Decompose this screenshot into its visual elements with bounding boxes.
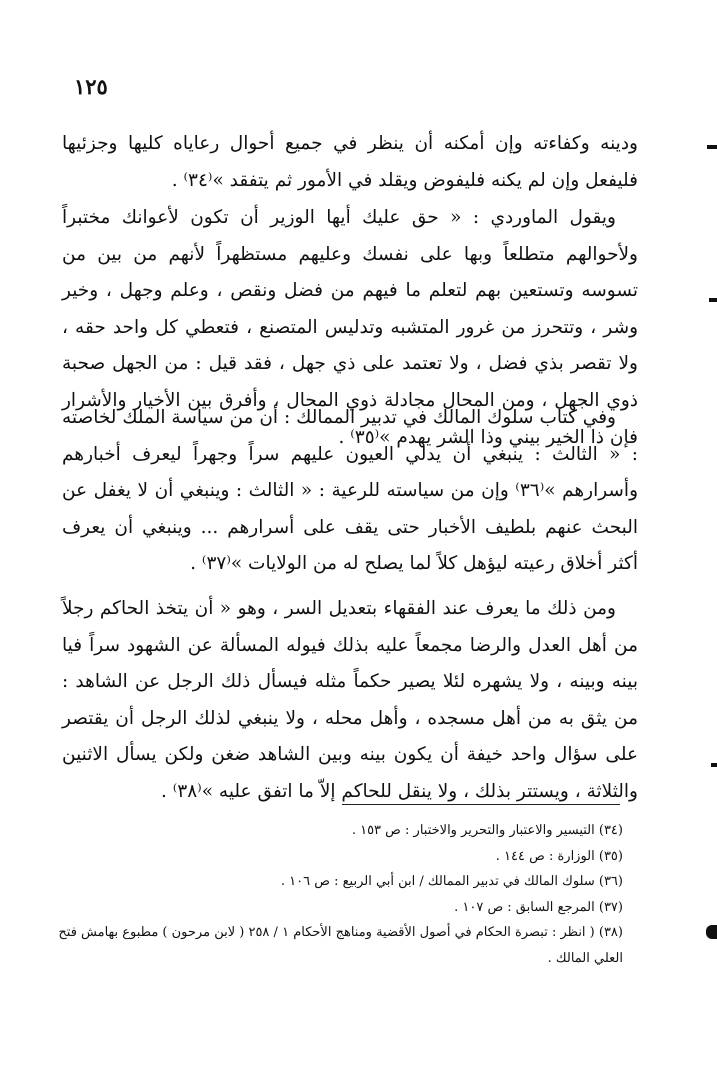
- paragraph-text: ومن ذلك ما يعرف عند الفقهاء بتعديل السر ، وهو « أن يتخذ الحاكم رجلاً من أهل العدل والرضا مجمعاً عليه بذلك فيوله المسألة عن الشهود سراً فيا بينه وبينه ، ولا يشهره لئلا يصير حكماً مثله فيسأل ذلك الرجل عن الشاهد : من يثق به من أهل مسجده ، وأهل محله ، ولا ينبغي لذلك الرجل أن يقتصر على سؤال واحد خيفة أن يكون بينه وبين الشاهد ضغن ولكن يسأل الاثنين والثلاثة ، ويستتر بذلك ، ولا ينقل للحاكم إلاّ ما اتفق عليه »⁽٣٨⁾ .: [62, 598, 638, 802]
- footnotes: [58, 818, 623, 971]
- footnote-36: (٣٦) سلوك المالك في تدبير الممالك / ابن أبي الربيع : ص ١٠٦ .: [280, 874, 623, 889]
- footnote-divider: [342, 804, 620, 805]
- footnote-38: (٣٨) ( انظر : تبصرة الحكام في أصول الأقضية ومناهج الأحكام ١ / ٢٥٨ ( لابن مرحون ) مطبوع بهامش فتح العلي المالك .: [58, 925, 623, 966]
- paragraph-3: [62, 400, 638, 583]
- scan-edge-mark: [707, 145, 717, 149]
- paragraph-4: [62, 591, 638, 811]
- paragraph-text: وفي كتاب سلوك المالك في تدبير الممالك : أن من سياسة الملك لخاصته : « الثالث : ينبغي أن يدلي العيون عليهم سراً وجهراً ليعرف أخبارهم وأسرارهم »⁽٣٦⁾ وإن من سياسته للرعية : « الثالث : وينبغي أن لا يغفل عن البحث عنهم بلطيف الأخبار حتى يقف على أسرارهم ... وينبغي أن يعرف أكثر أخلاق رعيته ليؤهل كلاً لما يصلح له من الولايات »⁽٣٧⁾ .: [62, 407, 638, 575]
- footnote-37: (٣٧) المرجع السابق : ص ١٠٧ .: [454, 899, 623, 915]
- scan-edge-mark: [706, 925, 717, 939]
- paragraph-1: [62, 126, 638, 199]
- footnote-35: (٣٥) الوزارة : ص ١٤٤ .: [495, 848, 623, 864]
- paragraph-text: ويقول الماوردي : « حق عليك أيها الوزير أن تكون لأعوانك مختبراً ولأحوالهم متطلعاً وبها على نفسك وعليهم مستظهراً لأنهم من بين من تسوسه وتستعين بهم لتعلم ما فيهم من فضل ونقص ، وعلم وجهل ، وخير وشر ، وتتحرز من غرور المتشبه وتدليس المتصنع ، فتعطي كل واحد حقه ، ولا تقصر بذي فضل ، ولا تعتمد على ذي جهل ، فقد قيل : من الجهل صحبة ذوي الجهل ، ومن المحال مجادلة ذوي المحال ، وأفرق بين الأخيار والأشرار فإن ذا الخير بيني وذا الشر يهدم »⁽٣٥⁾ .: [62, 207, 638, 448]
- scan-edge-mark: [709, 298, 717, 302]
- scan-edge-mark: [711, 763, 717, 767]
- page-number: ١٢٥: [74, 74, 108, 99]
- footnote-34: (٣٤) التيسير والاعتبار والتحرير والاختبار : ص ١٥٣ .: [351, 823, 623, 838]
- paragraph-text: ودينه وكفاءته وإن أمكنه أن ينظر في جميع أحوال رعاياه كليها وجزئيها فليفعل وإن لم يكنه فليفوض ويقلد في الأمور ثم يتفقد »⁽٣٤⁾ .: [62, 133, 638, 191]
